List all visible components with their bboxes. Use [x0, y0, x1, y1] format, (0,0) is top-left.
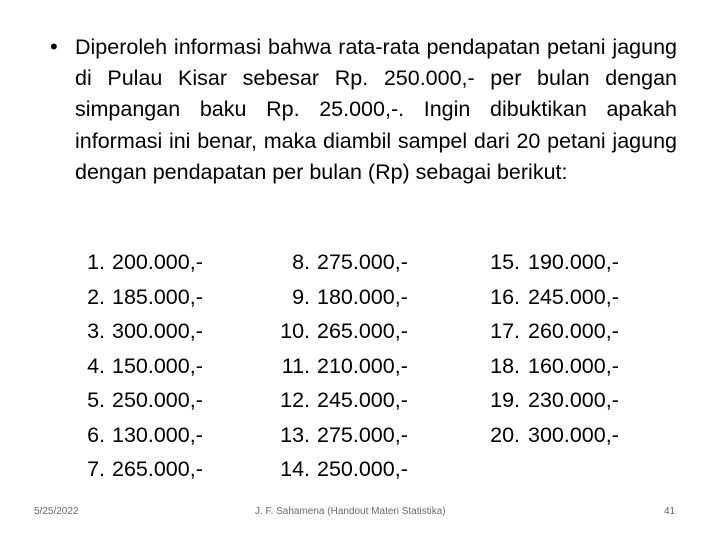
list-item-value: 260.000,-: [528, 319, 619, 343]
list-item-value: 190.000,-: [528, 250, 619, 274]
list-item-number: 9.: [292, 284, 310, 309]
list-item-value: 200.000,-: [112, 250, 203, 274]
list-item-value: 275.000,-: [317, 250, 408, 274]
list-item-number: 6.: [87, 422, 105, 447]
list-item-value: 300.000,-: [528, 422, 619, 447]
list-item-number: 3.: [87, 319, 105, 343]
list-item-value: 250.000,-: [317, 457, 408, 481]
list-item-value: 250.000,-: [112, 388, 203, 412]
list-item-number: 10.: [280, 319, 310, 343]
bullet-icon: •: [50, 34, 58, 59]
list-item-value: 210.000,-: [317, 353, 408, 378]
list-item-value: 300.000,-: [112, 319, 203, 343]
list-item-number: 7.: [87, 457, 105, 481]
list-item-value: 245.000,-: [528, 284, 619, 309]
list-item-value: 130.000,-: [112, 422, 203, 447]
list-item-number: 5.: [87, 388, 105, 412]
list-item-value: 150.000,-: [112, 353, 203, 378]
list-item-value: 230.000,-: [528, 388, 619, 412]
list-item-number: 8.: [292, 250, 310, 274]
list-item-value: 275.000,-: [317, 422, 408, 447]
list-item-number: 1.: [87, 250, 105, 274]
list-item-value: 245.000,-: [317, 388, 408, 412]
list-item-value: 185.000,-: [112, 284, 203, 309]
footer-author: J. F. Sahamena (Handout Materi Statistika): [255, 506, 446, 517]
problem-paragraph: Diperoleh informasi bahwa rata-rata pendapatan petani jagung di Pulau Kisar sebesar Rp. 250.000,- per bulan dengan simpangan baku Rp. 25.000,-. Ingin dibuktikan apakah informasi ini benar, maka diambil sampel dari 20 petani jagung dengan pendapatan per bulan (Rp) sebagai berikut:: [75, 35, 677, 184]
list-item-number: 11.: [281, 353, 310, 378]
list-item-number: 15.: [490, 250, 520, 274]
list-item-number: 13.: [280, 422, 310, 447]
list-item-number: 2.: [87, 284, 105, 309]
list-item-number: 20.: [490, 422, 520, 447]
list-item-value: 160.000,-: [528, 353, 619, 378]
list-item-value: 265.000,-: [112, 457, 203, 481]
list-item-number: 18.: [490, 353, 520, 378]
list-item-number: 14.: [280, 457, 310, 481]
list-item-number: 4.: [87, 353, 105, 378]
list-item-value: 265.000,-: [317, 319, 408, 343]
list-item-number: 12.: [280, 388, 310, 412]
list-item-number: 16.: [490, 284, 520, 309]
list-item-value: 180.000,-: [317, 284, 408, 309]
footer-page-number: 41: [664, 506, 676, 517]
list-item-number: 17.: [490, 319, 520, 343]
list-item-number: 19.: [490, 388, 520, 412]
footer-date: 5/25/2022: [34, 506, 79, 517]
